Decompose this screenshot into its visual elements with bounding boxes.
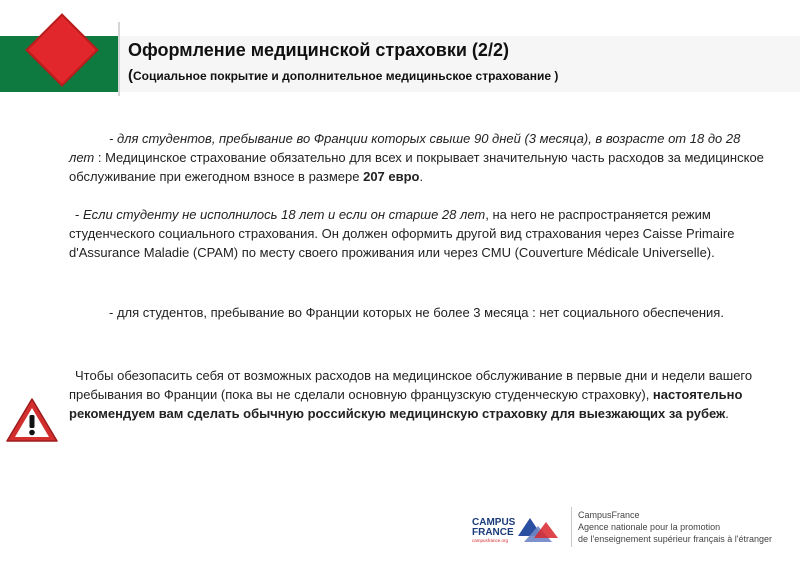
campusfrance-logo-icon: [470, 512, 560, 548]
p2-normal: , на него не распространяется режим студенческого социального страхования. Он должен оформить другой вид страхования через Caisse Primaire d'Assurance Maladie (CPAM) по месту своего проживания или через CMU (Couverture Médicale Universelle).: [69, 207, 735, 260]
footer-divider: [571, 507, 572, 547]
p2-italic: Если студенту не исполнилось 18 лет и если он старше 28 лет: [82, 207, 486, 222]
p4-normal: Чтобы обезопасить себя от возможных расходов на медицинское обслуживание в первые дни и недели вашего пребывания во Франции (пока вы не сделали основную французскую студенческую страховку),: [69, 368, 753, 402]
subtitle-paren: (: [128, 67, 133, 84]
paragraph-under-3-months: [69, 303, 769, 322]
p1-bold-amount: 207 евро: [363, 169, 420, 184]
footer-line1: CampusFrance: [578, 510, 640, 520]
p1-italic: - для студентов, пребывание во Франции которых свыше 90 дней (3 месяца), в возрасте от 18 до 28 лет: [69, 131, 741, 165]
footer-line3: de l'enseignement supérieur français à l'étranger: [578, 534, 773, 544]
page-subtitle: [128, 67, 558, 84]
p1-normal: : Медицинское страхование обязательно для всех и покрывает значительную часть расходов за медицинское обслуживание при ежегодном взносе в размере: [69, 150, 764, 184]
warning-icon: [4, 396, 60, 444]
p4-end: .: [725, 406, 729, 421]
p3-text: - для студентов, пребывание во Франции которых не более 3 месяца : нет социального обеспечения.: [109, 305, 724, 320]
logo-line2: FRANCE: [472, 527, 514, 538]
p1-end: .: [419, 169, 424, 184]
footer-agency-text: [578, 509, 772, 545]
logo-url: campusfrance.org: [472, 538, 509, 543]
paragraph-recommendation: [69, 366, 769, 423]
footer-line2: Agence nationale pour la promotion: [578, 522, 721, 532]
paragraph-students-over-90-days: [69, 129, 769, 186]
p4-bold: настоятельно рекомендуем вам сделать обычную российскую медицинскую страховку для выезжающих за рубеж: [69, 387, 743, 421]
subtitle-text: Социальное покрытие и дополнительное медициньское страхование ): [133, 69, 559, 83]
page-title: Оформление медицинской страховки (2/2): [128, 40, 509, 60]
p2-prefix: -: [75, 207, 83, 222]
logo-line1: CAMPUS: [472, 517, 516, 528]
title-divider: [118, 22, 120, 96]
paragraph-under-18-over-28: [69, 205, 769, 262]
